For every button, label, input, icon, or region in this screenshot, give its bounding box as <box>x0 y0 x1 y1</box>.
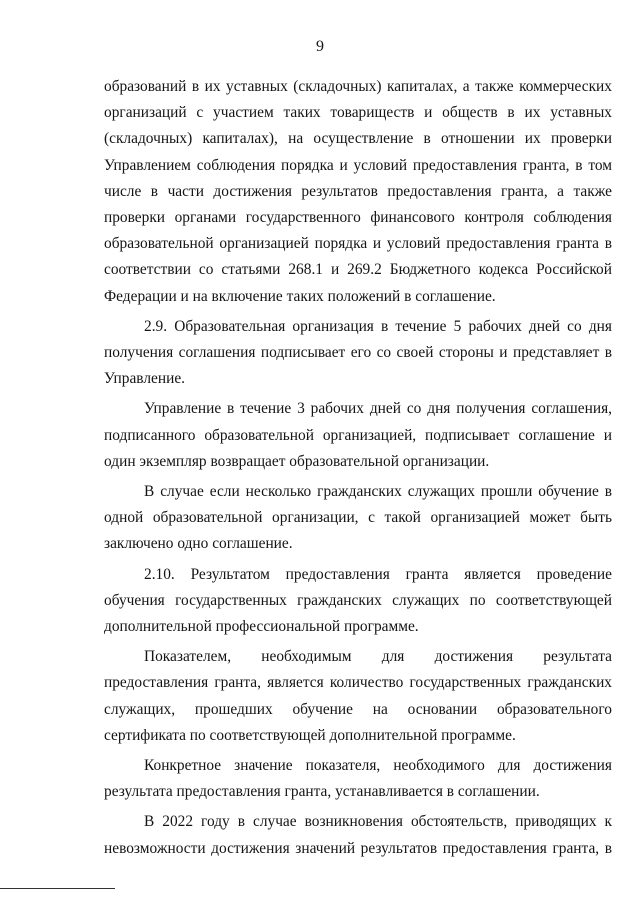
footnote-separator <box>0 888 115 889</box>
paragraph-2-9: 2.9. Образовательная организация в течение 5 рабочих дней со дня получения соглашения подписывает его со своей стороны и представляет в Управление. <box>104 317 612 388</box>
page-number: 9 <box>316 38 324 55</box>
paragraph-upravlenie: Управление в течение 3 рабочих дней со дня получения соглашения, подписанного образовательной организацией, подписывает соглашение и один экземпляр возвращает образовательной организации. <box>104 400 612 470</box>
document-body <box>104 74 612 862</box>
paragraph-2-10: 2.10. Результатом предоставления гранта является проведение обучения государственных гражданских служащих по соответствующей дополнительной профессиональной программе. <box>104 565 612 636</box>
paragraph-pokazatel: Показателем, необходимым для достижения результата предоставления гранта, является количество государственных гражданских служащих, прошедших обучение на основании образовательного сертификата по соответствующей дополнительной программе. <box>104 648 612 744</box>
paragraph-neskolko-sluzhashchih: В случае если несколько гражданских служащих прошли обучение в одной образовательной организации, с такой организацией может быть заключено одно соглашение. <box>104 483 612 553</box>
paragraph-2022: В 2022 году в случае возникновения обстоятельств, приводящих к невозможности достижения значений результатов предоставления гранта, в <box>104 813 612 857</box>
paragraph-konkretnoe-znachenie: Конкретное значение показателя, необходимого для достижения результата предоставления гранта, устанавливается в соглашении. <box>104 757 612 801</box>
paragraph-continuation: образований в их уставных (складочных) капиталах, а также коммерческих организаций с участием таких товариществ и обществ в их уставных (складочных) капиталах), на осуществление в отношении их проверки Управлением соблюдения порядка и условий предоставления гранта, в том числе в части достижения результатов предоставления гранта, а также проверки органами государственного финансового контроля соблюдения образовательной организацией порядка и условий предоставления гранта в соответствии со статьями 268.1 и 269.2 Бюджетного кодекса Российской Федерации и на включение таких положений в соглашение. <box>104 78 612 305</box>
